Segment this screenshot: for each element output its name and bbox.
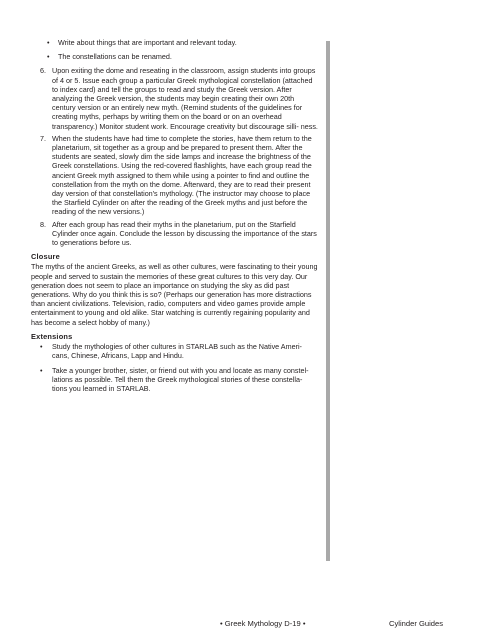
margin-rule — [326, 41, 330, 561]
guide-title: Cylinder Guides — [389, 619, 444, 628]
step-item — [31, 134, 318, 217]
list-item — [31, 38, 318, 47]
bullet-icon: • — [47, 38, 50, 47]
list-item — [31, 52, 318, 61]
list-item-text: Write about things that are important and relevant today. — [58, 38, 237, 47]
bullet-icon: • — [40, 365, 43, 375]
bullet-icon: • — [40, 342, 43, 352]
list-item-text: The constellations can be renamed. — [58, 52, 172, 62]
main-column — [31, 38, 318, 398]
list-item-text: Take a younger brother, sister, or friend out with you and locate as many constel- lations as possible. Tell them the Greek mythological stories of these constella- tions you learned in STARLAB. — [52, 365, 309, 393]
step-number: 6. — [40, 66, 46, 76]
page-label: • Greek Mythology D-19 • — [220, 619, 306, 628]
extensions-heading: Extensions — [31, 331, 73, 341]
list-item-text: Study the mythologies of other cultures in STARLAB such as the Native Ameri- cans, Chinese, Africans, Lapp and Hindu. — [52, 342, 302, 361]
step-text: Upon exiting the dome and reseating in the classroom, assign students into groups of 4 or 5. Issue each group a particular Greek mythological constellation (attached to index card) and tell the groups to read and study the Greek version. After analyzing the Greek version, the students may begin creating their own 20th century version or an entirely new myth. (Remind students of the guidelines for creating myths, perhaps by writing them on the board or on an overhead transparency.) Monitor student work. Encourage creativity but discourage silli- ness. — [52, 66, 318, 131]
closure-paragraph: The myths of the ancient Greeks, as well as other cultures, were fascinating to their young people and served to sustain the memories of these great cultures to this very day. Our generation does not seem to place an importance on studying the sky as did past generations. Why do you think this is so? (Perhaps our generation has more distractions than ancient civilizations. Television, radio, computers and video games provide ample entertainment to young and old alike. Star watching is currently regaining popularity and has become a select hobby of many.) — [31, 262, 318, 327]
step-number: 7. — [40, 133, 46, 143]
step-item — [31, 66, 318, 130]
step-text: After each group has read their myths in the planetarium, put on the Starfield Cylinder once again. Conclude the lesson by discussing the importance of the stars to generations before us. — [52, 219, 317, 248]
closure-heading: Closure — [31, 252, 60, 262]
list-item — [31, 366, 318, 394]
step-number: 8. — [40, 219, 46, 229]
list-item — [31, 342, 318, 360]
step-item — [31, 220, 318, 248]
bullet-icon: • — [47, 52, 50, 62]
step-text: When the students have had time to complete the stories, have them return to the planetarium, sit together as a group and be prepared to present them. After the students are seated, slowly dim the side lamps and increase the brightness of the Greek constellations. Using the red-covered flashlights, have each group read the ancient Greek myth assigned to them while using a pointer to find and outline the constellation from the myth on the dome. Afterward, they are to read their present day version of that constellation's mythology. (The instructor may choose to place the Starfield Cylinder on after the reading of the Greek myths and just before the reading of the new versions.) — [52, 133, 312, 217]
